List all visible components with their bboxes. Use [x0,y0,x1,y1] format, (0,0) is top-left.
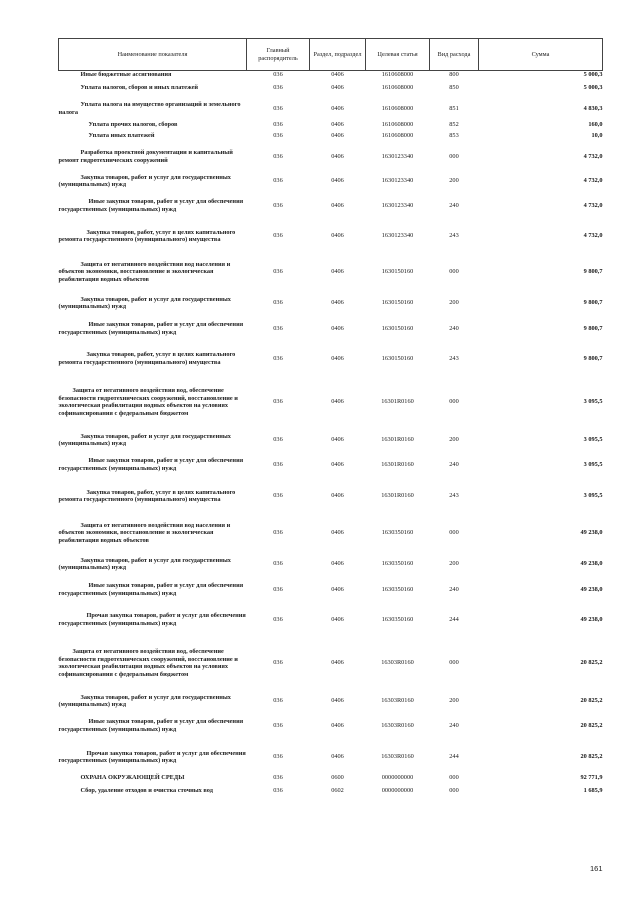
cell-section: 0406 [331,585,344,593]
cell-target: 16303R0160 [381,753,414,761]
table-row [59,450,603,480]
cell-admin: 036 [273,615,283,623]
table-row [59,314,603,344]
cell-expense: 200 [449,299,459,307]
table-row [59,711,603,741]
cell-admin: 036 [273,492,283,500]
cell-target: 16301R0160 [381,460,414,468]
cell-target: 1610608000 [381,84,414,92]
cell-expense: 240 [449,460,459,468]
cell-expense: 200 [449,697,459,705]
cell-name: Уплата налога на имущество организаций и земельного налога [58,101,241,116]
cell-expense: 243 [449,354,459,362]
cell-target: 1630350160 [381,529,414,537]
table-row [59,293,603,314]
cell-admin: 036 [273,201,283,209]
cell-admin: 036 [273,268,283,276]
cell-name: Закупка товаров, работ, услуг в целях капитального ремонта государственного (муниципального) имущества [58,351,236,366]
cell-admin: 036 [273,152,283,160]
cell-sum: 20 825,2 [580,697,603,705]
cell-sum: 92 771,9 [580,774,603,782]
cell-section: 0406 [331,697,344,705]
cell-target: 16303R0160 [381,721,414,729]
cell-target: 16301R0160 [381,398,414,406]
cell-target: 1630150160 [381,299,414,307]
cell-sum: 49 238,0 [580,615,603,623]
table-row [59,142,603,172]
cell-admin: 036 [273,132,283,140]
cell-name: Закупка товаров, работ и услуг для государственных (муниципальных) нужд [58,432,231,448]
cell-name: Прочая закупка товаров, работ и услуг для обеспечения государственных (муниципальных) нужд [58,612,246,627]
cell-name: Иные закупки товаров, работ и услуг для обеспечения государственных (муниципальных) нужд [58,321,244,336]
header-name: Наименование показателя [59,39,247,71]
cell-section: 0406 [331,398,344,406]
cell-sum: 3 095,5 [583,492,603,500]
cell-expense: 000 [449,774,459,782]
cell-name: Иные закупки товаров, работ и услуг для обеспечения государственных (муниципальных) нужд [58,718,244,733]
cell-expense: 243 [449,492,459,500]
cell-admin: 036 [273,104,283,112]
cell-name: Уплата налогов, сборов и иных платежей [80,84,198,92]
cell-expense: 244 [449,615,459,623]
cell-sum: 4 732,0 [583,201,603,209]
cell-section: 0406 [331,177,344,185]
cell-section: 0406 [331,753,344,761]
table-row [59,191,603,221]
cell-section: 0406 [331,460,344,468]
cell-admin: 036 [273,398,283,406]
cell-expense: 000 [449,398,459,406]
cell-name: Уплата прочих налогов, сборов [88,121,178,129]
cell-section: 0406 [331,560,344,568]
table-row [59,783,603,799]
cell-admin: 036 [273,585,283,593]
header-admin: Главный распорядитель [247,39,310,71]
cell-sum: 3 095,5 [583,398,603,406]
header-section: Раздел, подраздел [310,39,366,71]
cell-expense: 200 [449,560,459,568]
cell-sum: 160,0 [588,121,603,129]
cell-section: 0602 [331,786,344,794]
cell-target: 1630150160 [381,268,414,276]
cell-name: Закупка товаров, работ, услуг в целях капитального ремонта государственного (муниципального) имущества [58,228,236,244]
budget-table [58,38,603,799]
cell-name: Разработка проектной документации и капитальный ремонт гидротехнических сооружений [58,149,233,164]
cell-target: 1610608000 [381,71,414,78]
cell-name: Закупка товаров, работ и услуг для государственных (муниципальных) нужд [58,173,231,189]
cell-sum: 5 000,3 [583,71,603,78]
cell-sum: 9 800,7 [583,299,603,307]
cell-sum: 9 800,7 [583,354,603,362]
cell-name: Защита от негативного воздействия вод населения и объектов экономики, восстановление и экологическая реабилитация водных объектов [58,521,231,544]
cell-sum: 49 238,0 [580,560,603,568]
cell-sum: 20 825,2 [580,753,603,761]
cell-section: 0406 [331,71,344,78]
cell-target: 1610608000 [381,132,414,140]
cell-name: Иные закупки товаров, работ и услуг для обеспечения государственных (муниципальных) нужд [58,457,244,472]
cell-target: 1630350160 [381,585,414,593]
cell-name: Иные закупки товаров, работ и услуг для обеспечения государственных (муниципальных) нужд [58,582,244,597]
cell-section: 0406 [331,268,344,276]
header-target: Целевая статья [366,39,430,71]
cell-sum: 4 732,0 [583,152,603,160]
cell-name: Уплата иных платежей [88,132,155,140]
cell-name: Закупка товаров, работ, услуг в целях капитального ремонта государственного (муниципального) имущества [58,488,236,504]
cell-sum: 3 095,5 [583,436,603,444]
cell-sum: 20 825,2 [580,659,603,667]
cell-admin: 036 [273,71,283,78]
cell-admin: 036 [273,177,283,185]
cell-admin: 036 [273,659,283,667]
cell-section: 0406 [331,529,344,537]
cell-expense: 000 [449,268,459,276]
cell-admin: 036 [273,697,283,705]
cell-target: 16303R0160 [381,659,414,667]
cell-expense: 850 [449,84,459,92]
cell-target: 1630350160 [381,560,414,568]
cell-target: 1630150160 [381,354,414,362]
cell-section: 0406 [331,492,344,500]
table-row [59,131,603,142]
cell-sum: 9 800,7 [583,268,603,276]
table-row [59,172,603,191]
cell-expense: 000 [449,152,459,160]
table-row [59,513,603,554]
cell-section: 0406 [331,201,344,209]
cell-name: Прочая закупка товаров, работ и услуг для обеспечения государственных (муниципальных) нужд [58,749,246,765]
cell-sum: 9 800,7 [583,324,603,332]
cell-admin: 036 [273,560,283,568]
cell-expense: 243 [449,232,459,240]
cell-target: 1630123340 [381,177,414,185]
cell-expense: 851 [449,104,459,112]
cell-section: 0406 [331,436,344,444]
cell-target: 1630123340 [381,201,414,209]
cell-admin: 036 [273,460,283,468]
cell-sum: 10,0 [591,132,603,140]
table-row [59,480,603,513]
cell-section: 0406 [331,354,344,362]
cell-admin: 036 [273,721,283,729]
cell-section: 0406 [331,104,344,112]
cell-name: Иные бюджетные ассигнования [80,71,172,78]
cell-section: 0406 [331,659,344,667]
cell-section: 0406 [331,232,344,240]
cell-sum: 3 095,5 [583,460,603,468]
cell-section: 0406 [331,615,344,623]
cell-admin: 036 [273,299,283,307]
cell-admin: 036 [273,436,283,444]
cell-target: 0000000000 [381,786,414,794]
table-row [59,120,603,131]
cell-expense: 240 [449,324,459,332]
cell-target: 1630350160 [381,615,414,623]
cell-sum: 1 685,9 [583,786,603,794]
cell-section: 0406 [331,152,344,160]
cell-admin: 036 [273,529,283,537]
cell-expense: 240 [449,201,459,209]
header-sum: Сумма [479,39,603,71]
table-row [59,98,603,120]
cell-admin: 036 [273,774,283,782]
cell-sum: 4 830,3 [583,104,603,112]
cell-section: 0406 [331,299,344,307]
table-header [59,39,603,71]
cell-expense: 244 [449,753,459,761]
table-row [59,575,603,605]
table-row [59,692,603,711]
cell-name: ОХРАНА ОКРУЖАЮЩЕЙ СРЕДЫ [80,774,185,782]
cell-expense: 800 [449,71,459,78]
cell-admin: 036 [273,84,283,92]
cell-target: 16303R0160 [381,697,414,705]
cell-name: Защита от негативного воздействия вод населения и объектов экономики, восстановление и экологическая реабилитация водных объектов [58,260,231,283]
cell-admin: 036 [273,324,283,332]
cell-expense: 853 [449,132,459,140]
cell-admin: 036 [273,232,283,240]
cell-name: Закупка товаров, работ и услуг для государственных (муниципальных) нужд [58,556,231,572]
cell-section: 0406 [331,121,344,129]
cell-expense: 200 [449,177,459,185]
header-expense: Вид расхода [430,39,479,71]
cell-section: 0406 [331,132,344,140]
cell-expense: 240 [449,585,459,593]
table-row [59,774,603,783]
cell-target: 0000000000 [381,774,414,782]
cell-name: Закупка товаров, работ и услуг для государственных (муниципальных) нужд [58,693,231,709]
cell-name: Иные закупки товаров, работ и услуг для обеспечения государственных (муниципальных) нужд [58,198,244,213]
cell-target: 16301R0160 [381,436,414,444]
cell-section: 0406 [331,324,344,332]
cell-name: Закупка товаров, работ и услуг для государственных (муниципальных) нужд [58,295,231,311]
cell-expense: 240 [449,721,459,729]
table-row [59,374,603,431]
table-row [59,605,603,635]
table-row [59,431,603,450]
cell-name: Защита от негативного воздействия вод, обеспечение безопасности гидротехнических сооружений, восстановление и экологическая реабилитация водных объектов на условиях софинансирования с федеральным бюджетом [58,647,238,678]
cell-sum: 5 000,3 [583,84,603,92]
page-number: 161 [590,864,603,873]
cell-sum: 4 732,0 [583,177,603,185]
cell-name: Защита от негативного воздействия вод, обеспечение безопасности гидротехнических сооружений, восстановление и экологическая реабилитация водных объектов на условиях софинансирования с федеральным бюджетом [58,386,238,417]
cell-target: 1610608000 [381,104,414,112]
table-row [59,344,603,374]
cell-target: 16301R0160 [381,492,414,500]
cell-target: 1610608000 [381,121,414,129]
table-body [59,71,603,799]
cell-sum: 49 238,0 [580,585,603,593]
cell-admin: 036 [273,786,283,794]
cell-sum: 4 732,0 [583,232,603,240]
table-row [59,252,603,293]
cell-target: 1630123340 [381,232,414,240]
table-row [59,71,603,79]
table-row [59,554,603,575]
cell-expense: 000 [449,529,459,537]
cell-sum: 49 238,0 [580,529,603,537]
cell-expense: 000 [449,659,459,667]
cell-expense: 000 [449,786,459,794]
table-row [59,635,603,692]
cell-section: 0406 [331,721,344,729]
table-row [59,741,603,774]
cell-admin: 036 [273,753,283,761]
cell-sum: 20 825,2 [580,721,603,729]
cell-name: Сбор, удаление отходов и очистка сточных вод [80,786,213,794]
cell-admin: 036 [273,354,283,362]
cell-section: 0406 [331,84,344,92]
cell-expense: 852 [449,121,459,129]
cell-target: 1630150160 [381,324,414,332]
table-row [59,79,603,98]
cell-target: 1630123340 [381,152,414,160]
cell-expense: 200 [449,436,459,444]
table-row [59,221,603,252]
cell-section: 0600 [331,774,344,782]
cell-admin: 036 [273,121,283,129]
